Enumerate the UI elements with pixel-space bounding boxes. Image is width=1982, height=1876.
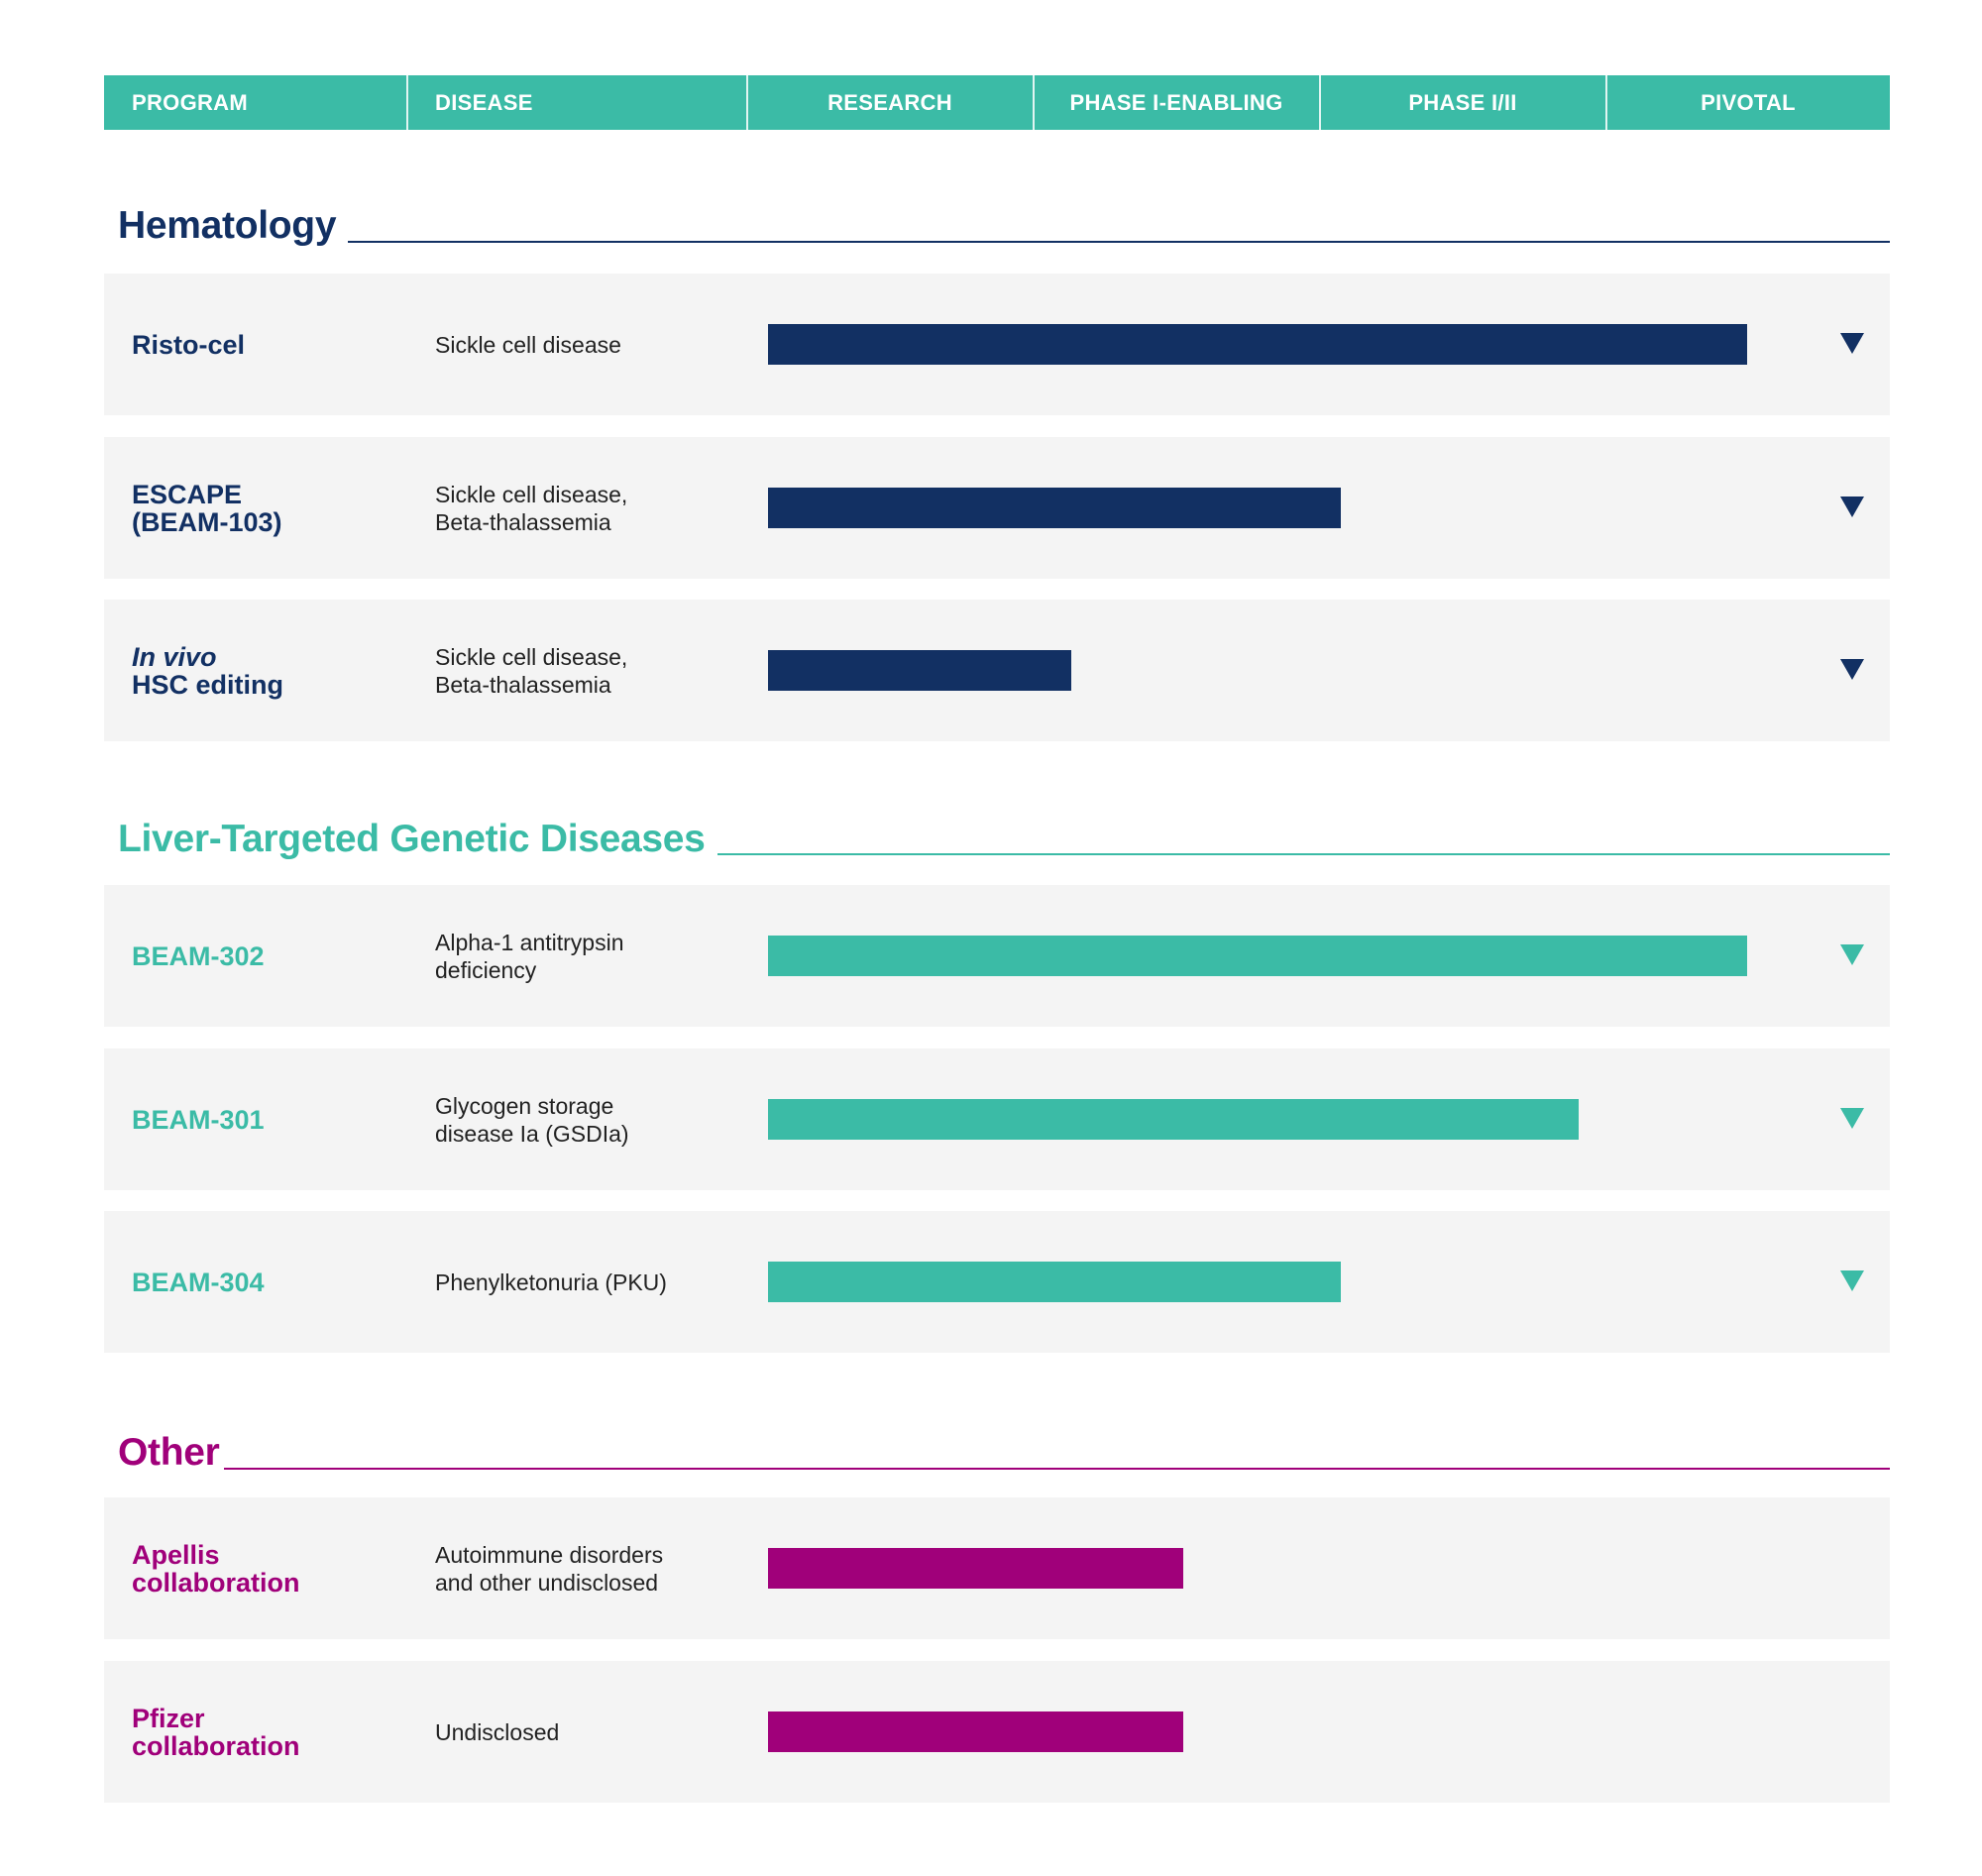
pipeline-row [104,437,1890,579]
progress-bar [768,1099,1579,1140]
pipeline-row [104,274,1890,415]
progress-bar [768,1262,1341,1302]
program-name-text: Pfizer collaboration [132,1703,300,1761]
program-name [132,643,283,699]
program-name [132,331,245,359]
disease-name: Autoimmune disorders and other undisclosed [435,1541,664,1596]
pipeline-row [104,1211,1890,1353]
section-title-other: Other [118,1431,220,1474]
section-rule-liver [717,853,1890,855]
header-pivotal: PIVOTAL [1701,90,1796,115]
triangle-down-icon[interactable] [1840,333,1864,354]
triangle-down-icon[interactable] [1840,1270,1864,1291]
disease-name: Undisclosed [435,1718,560,1745]
triangle-down-icon[interactable] [1840,497,1864,517]
program-name-text: BEAM-304 [132,1267,265,1297]
triangle-down-icon[interactable] [1840,1108,1864,1129]
program-name [132,1705,300,1760]
program-name [132,1541,300,1597]
header-program: PROGRAM [132,90,248,115]
disease-name: Alpha-1 antitrypsin deficiency [435,929,624,983]
header-phase-i-ii: PHASE I/II [1408,90,1517,115]
header-disease: DISEASE [435,90,533,115]
progress-bar [768,1548,1183,1589]
section-title-hematology: Hematology [118,204,337,247]
program-name [132,942,265,970]
progress-bar [768,488,1341,528]
triangle-down-icon[interactable] [1840,944,1864,965]
program-name-text: ESCAPE (BEAM-103) [132,479,282,537]
progress-bar [768,936,1747,976]
pipeline-row [104,600,1890,741]
program-name-text: BEAM-302 [132,940,265,971]
program-name-text: Apellis collaboration [132,1539,300,1598]
program-name [132,1106,265,1134]
header-research: RESEARCH [827,90,952,115]
section-rule-hematology [348,241,1890,243]
disease-name: Phenylketonuria (PKU) [435,1269,667,1295]
pipeline-row [104,1661,1890,1803]
section-title-liver: Liver-Targeted Genetic Diseases [118,818,706,860]
program-name [132,481,282,536]
header-phase-i-enabling: PHASE I-ENABLING [1069,90,1283,115]
triangle-down-icon[interactable] [1840,659,1864,680]
program-name [132,1269,265,1296]
program-name-text: HSC editing [132,669,283,700]
pipeline-header [104,75,1890,130]
progress-bar [768,324,1747,365]
disease-name: Sickle cell disease, Beta-thalassemia [435,481,628,535]
pipeline-row [104,885,1890,1027]
disease-name: Sickle cell disease [435,331,621,358]
program-name-prefix: In vivo [132,641,217,672]
disease-name: Glycogen storage disease Ia (GSDIa) [435,1092,629,1147]
section-rule-other [224,1468,1890,1470]
pipeline-row [104,1497,1890,1639]
program-name-text: BEAM-301 [132,1104,265,1135]
pipeline-row [104,1048,1890,1190]
progress-bar [768,1711,1183,1752]
disease-name: Sickle cell disease, Beta-thalassemia [435,643,628,698]
program-name-text: Risto-cel [132,329,246,360]
progress-bar [768,650,1071,691]
